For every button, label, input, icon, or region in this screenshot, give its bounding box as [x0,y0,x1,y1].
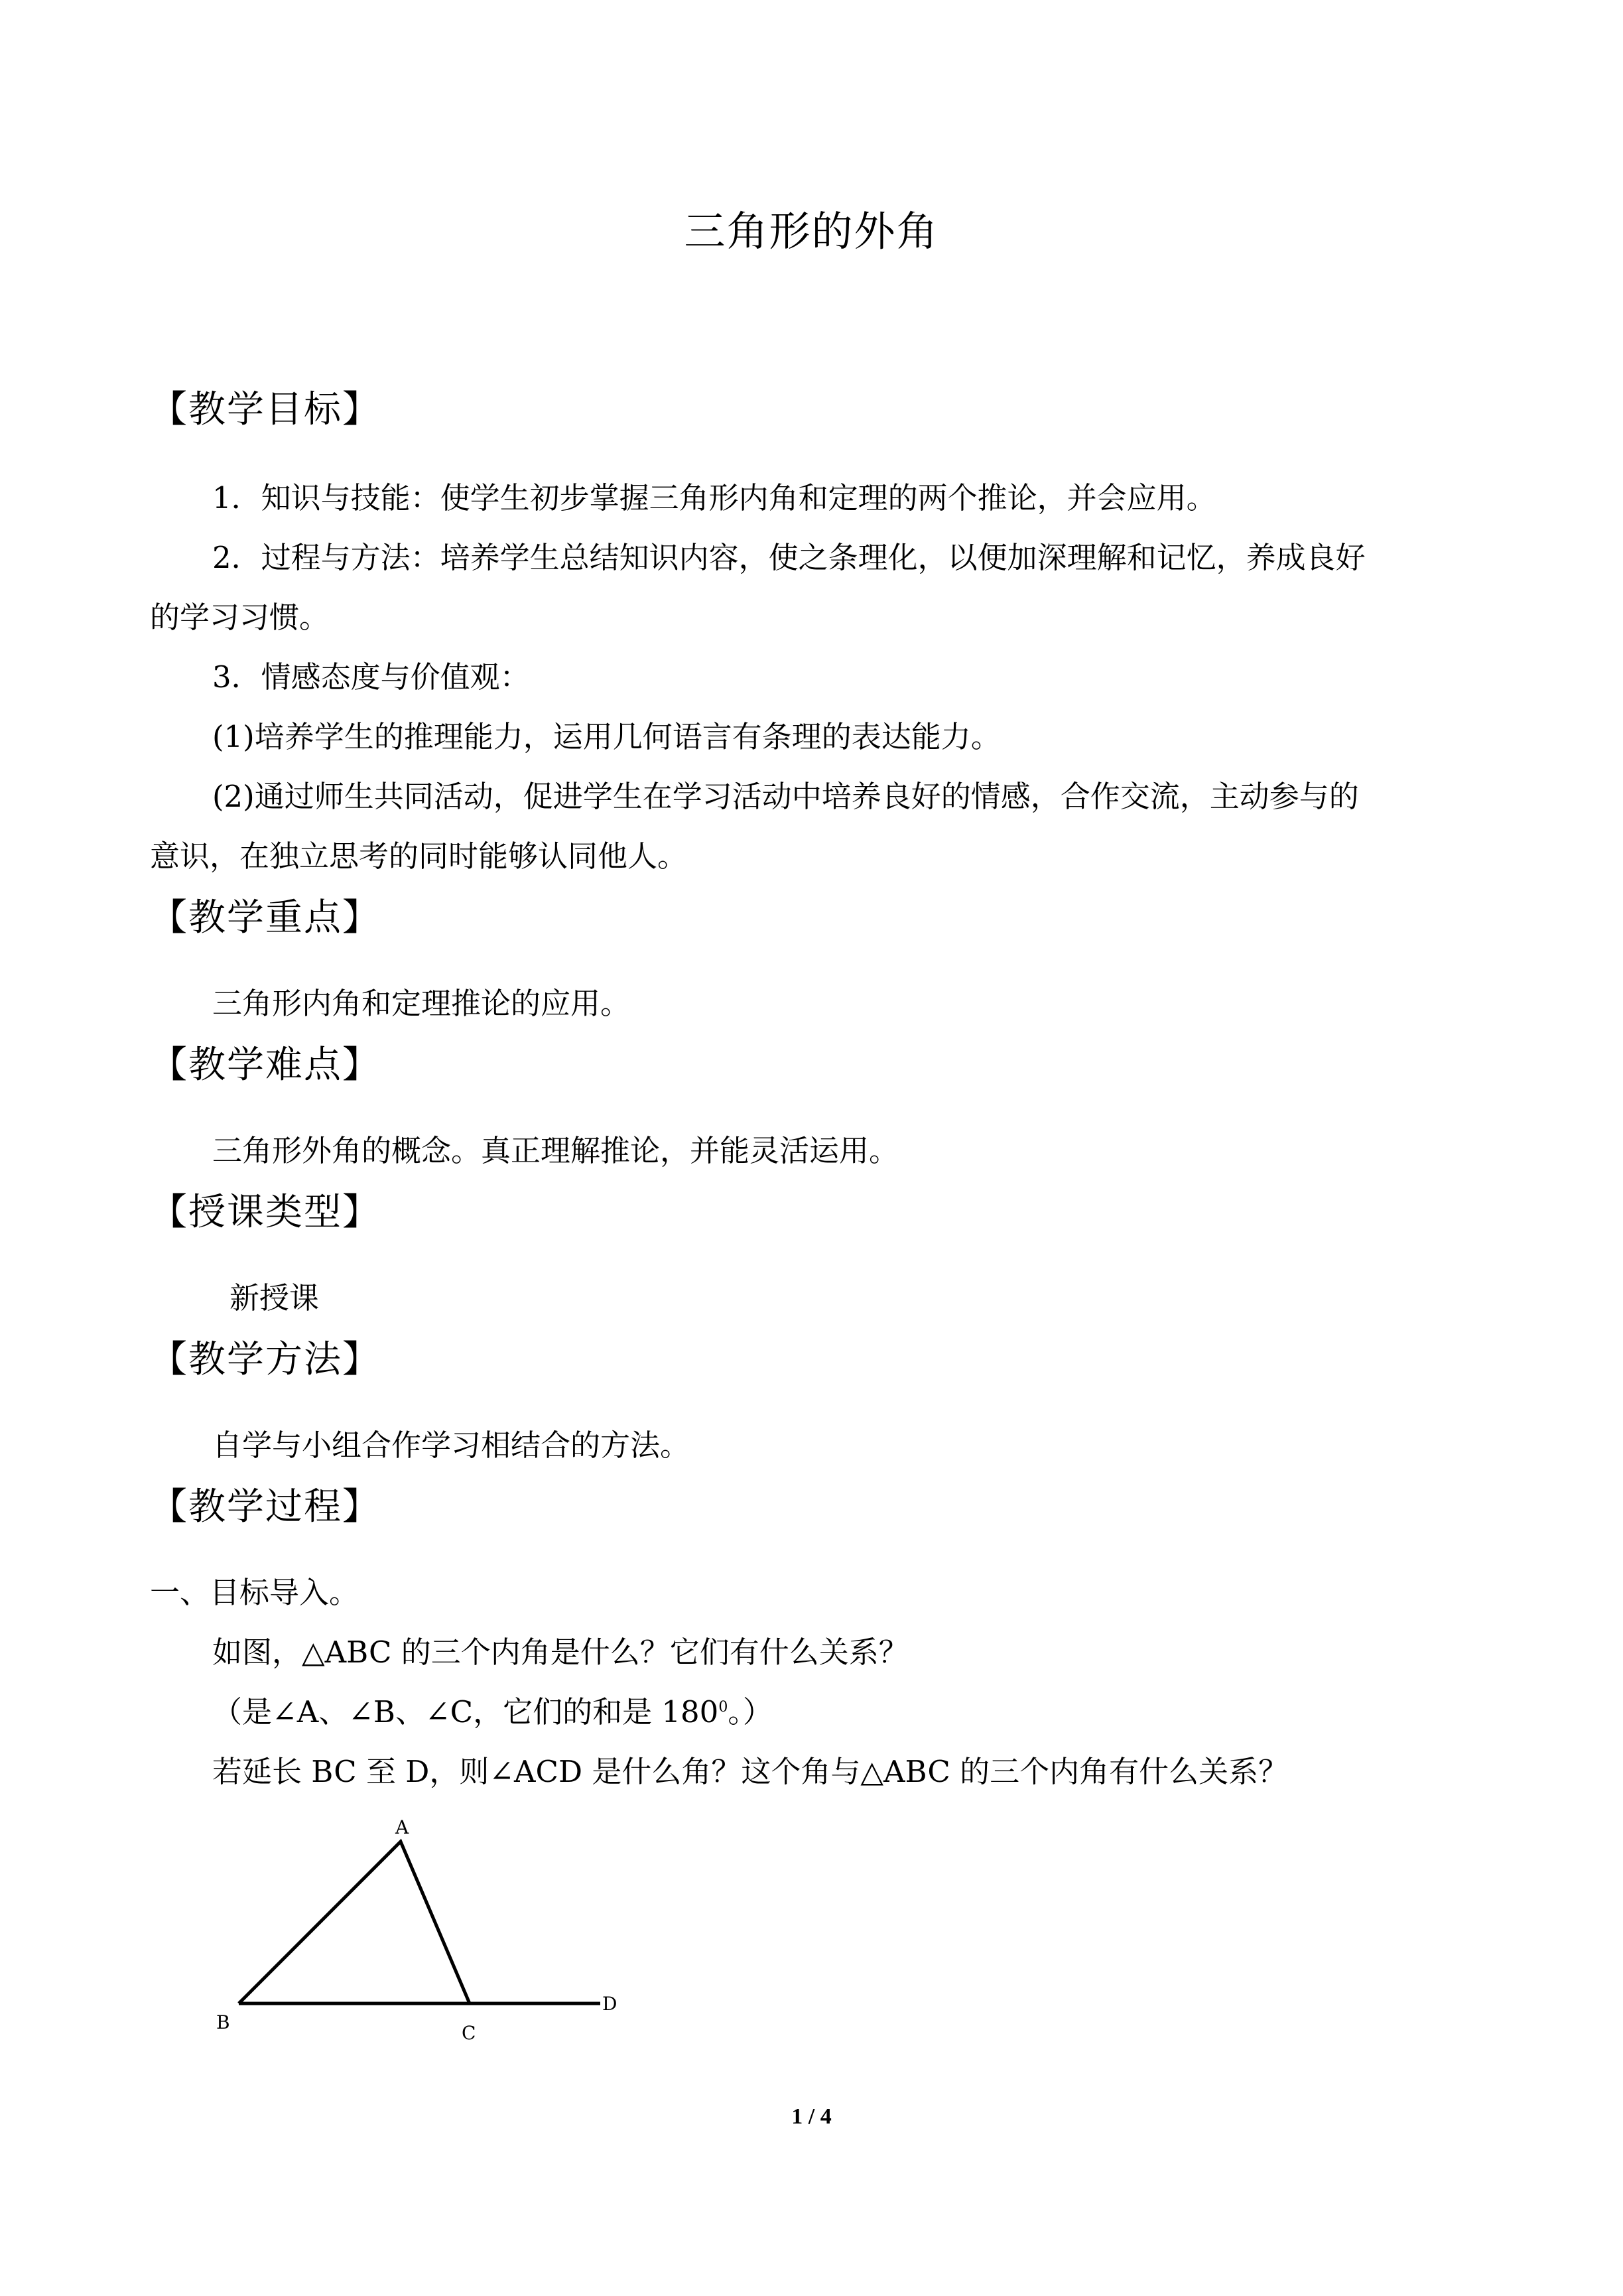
type-text: 新授课 [229,1280,320,1316]
key-heading: 【教学重点】 [150,896,381,939]
difficulty-heading: 【教学难点】 [150,1044,381,1087]
type-heading: 【授课类型】 [150,1191,381,1234]
document-title: 三角形的外角 [684,207,939,255]
process-question-2: 若延长 BC 至 D，则∠ACD 是什么角？这个角与△ABC 的三个内角有什么关系？ [212,1754,1289,1789]
label-c: C [462,2022,476,2044]
goal-sub-2: (2)通过师生共同活动，促进学生在学习活动中培养良好的情感，合作交流，主动参与的 [212,779,1359,814]
process-question-1: 如图，△ABC 的三个内角是什么？它们有什么关系？ [212,1635,909,1670]
process-heading: 【教学过程】 [150,1485,381,1528]
goal-item-1: 1．知识与技能：使学生初步掌握三角形内角和定理的两个推论，并会应用。 [212,480,1216,515]
difficulty-text: 三角形外角的概念。真正理解推论，并能灵活运用。 [212,1133,899,1168]
goal-sub-2-cont: 意识，在独立思考的同时能够认同他人。 [150,839,688,874]
key-text: 三角形内角和定理推论的应用。 [212,986,631,1021]
method-heading: 【教学方法】 [150,1338,381,1381]
answer-text: （是∠A、∠B、∠C，它们的和是 180 [212,1694,719,1729]
goals-heading: 【教学目标】 [150,388,381,431]
process-step-1: 一、目标导入。 [150,1575,359,1610]
degree-sup: 0 [718,1699,728,1716]
goal-item-2-cont: 的学习习惯。 [150,600,330,635]
label-d: D [602,1993,617,2015]
goal-item-2: 2．过程与方法：培养学生总结知识内容，使之条理化，以便加深理解和记忆，养成良好 [212,540,1366,575]
method-text: 自学与小组合作学习相结合的方法。 [212,1428,690,1463]
triangle-abc [239,1842,470,2003]
goal-sub-1: (1)培养学生的推理能力，运用几何语言有条理的表达能力。 [212,719,1001,754]
page-number: 1 / 4 [791,2104,832,2129]
label-b: B [216,2011,230,2033]
goal-item-3: 3．情感态度与价值观： [212,659,530,695]
label-a: A [395,1816,409,1838]
answer-end: 。） [728,1694,773,1729]
